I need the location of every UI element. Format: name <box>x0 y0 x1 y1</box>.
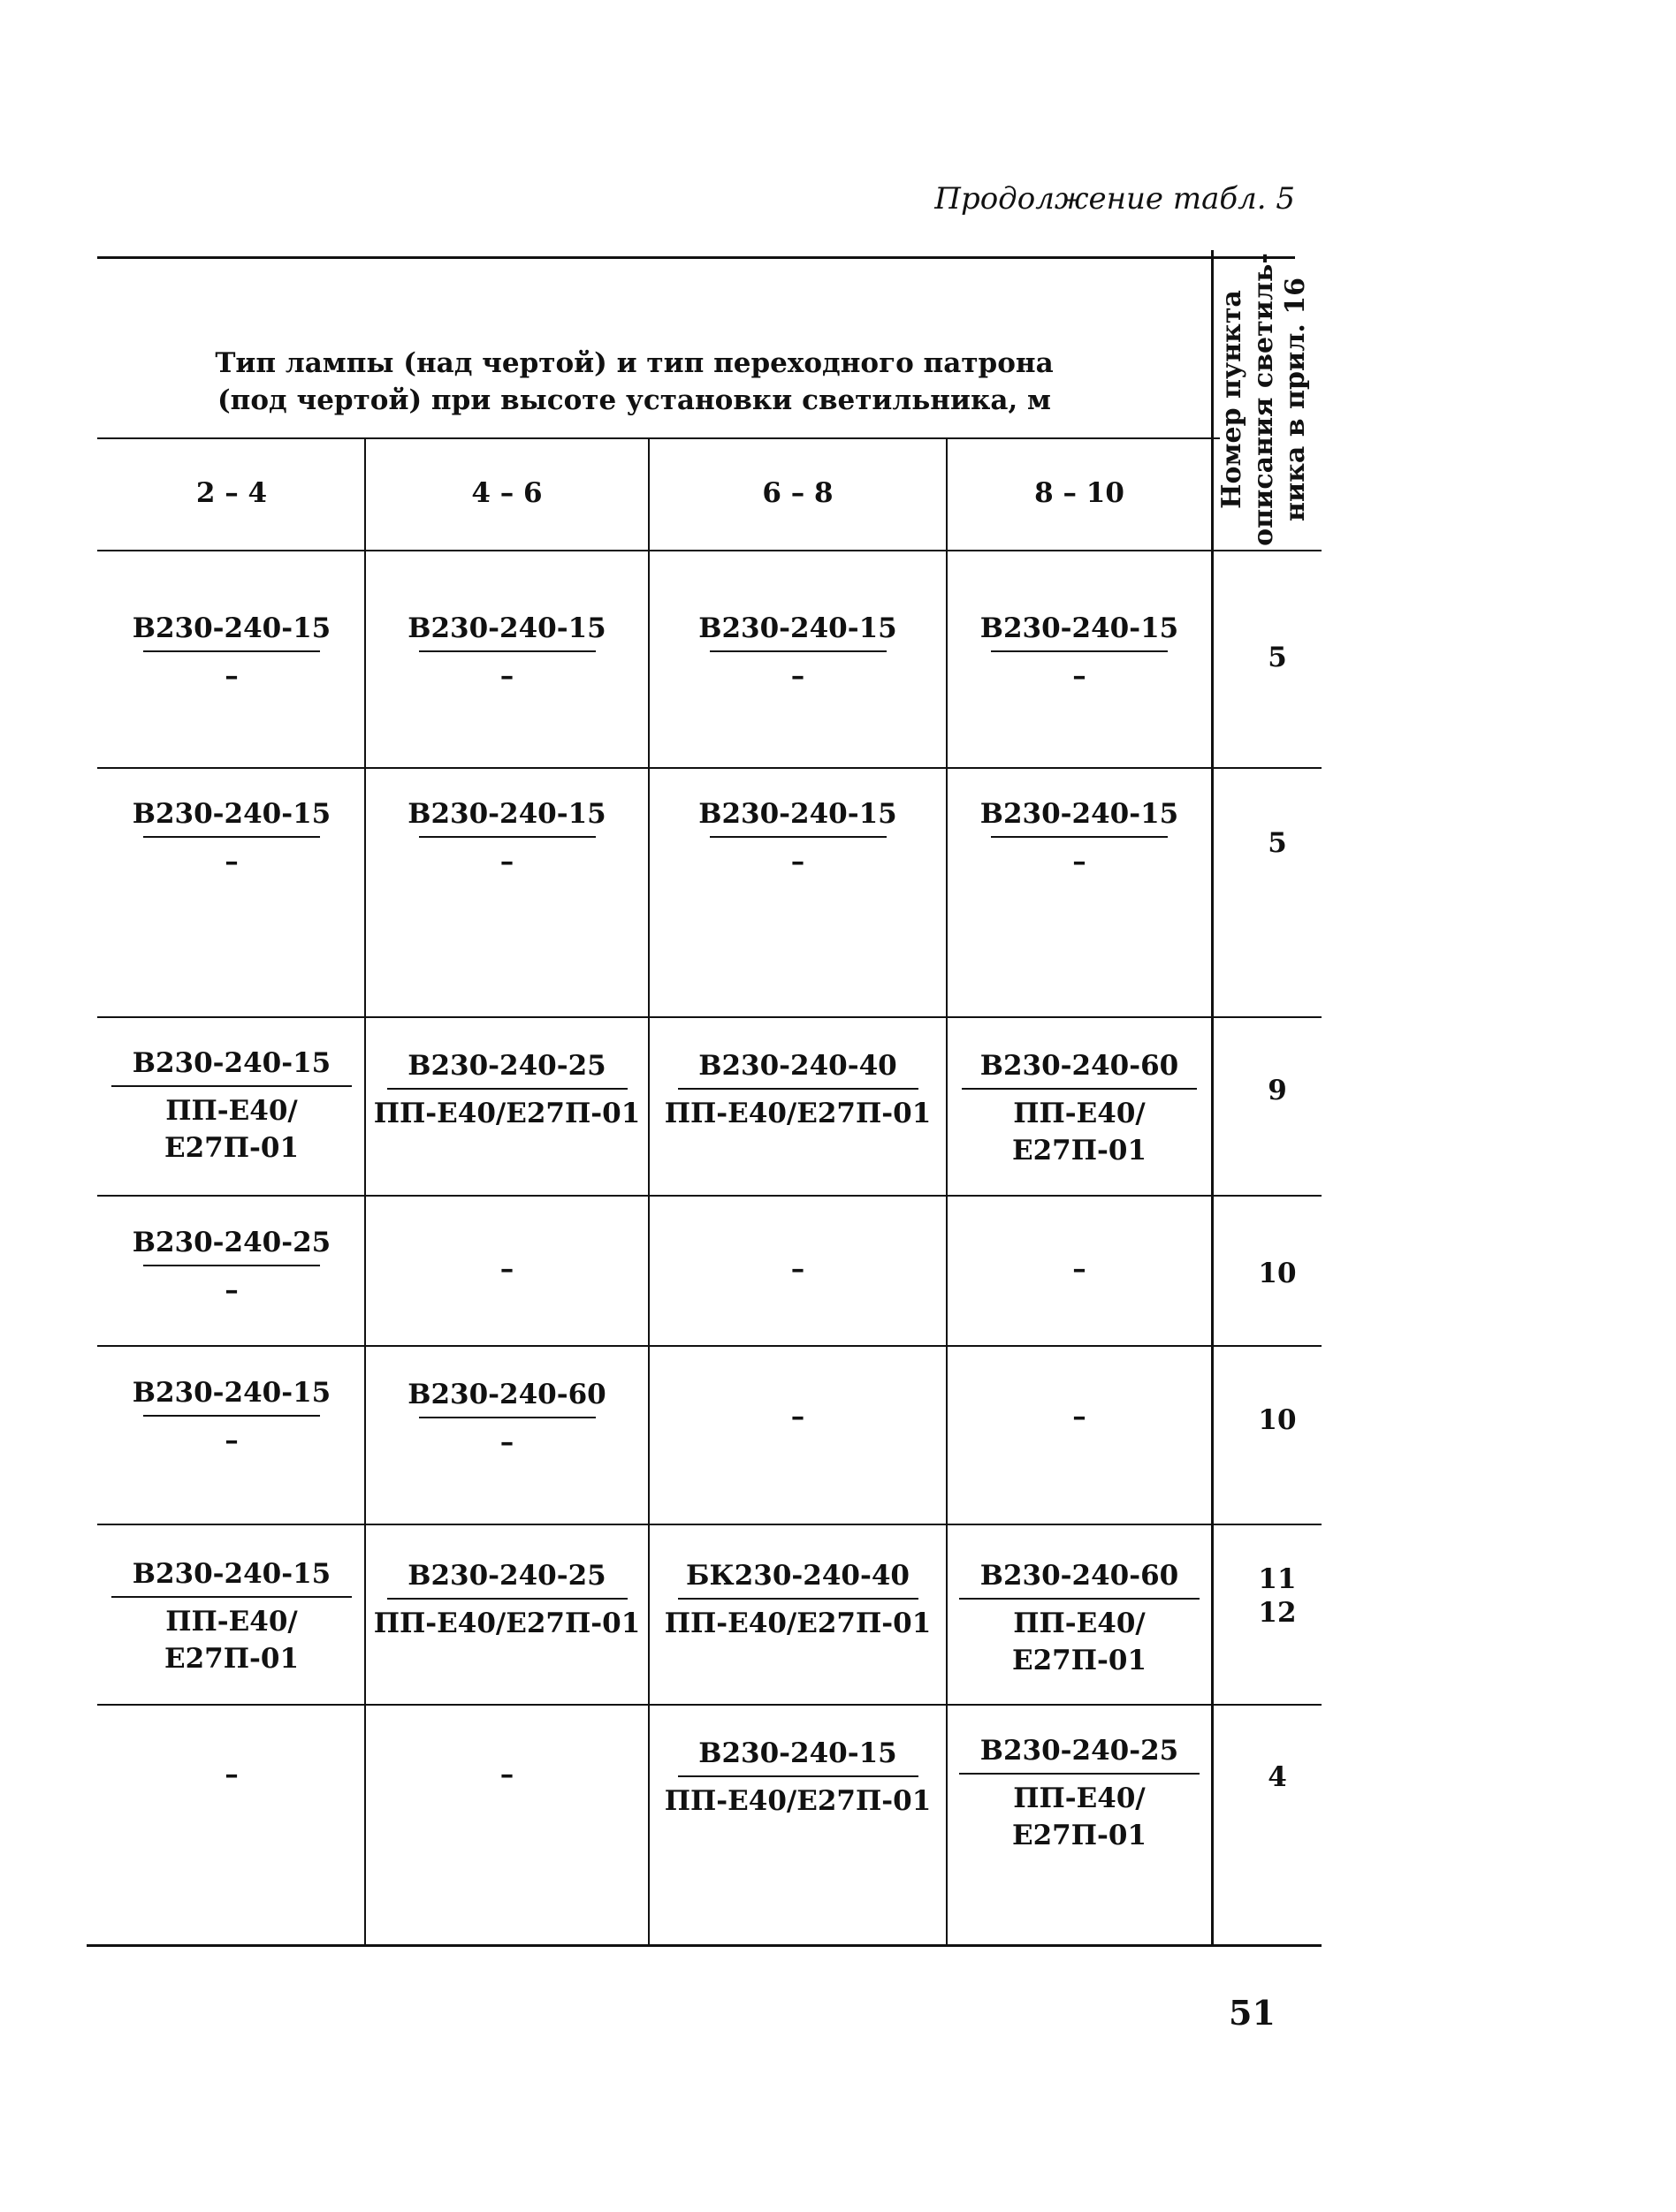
fraction-bar <box>678 1775 918 1777</box>
table-cell-lamp <box>650 1735 946 1820</box>
fraction-bar <box>419 1417 596 1418</box>
fraction-bar <box>387 1088 628 1090</box>
table-cell-lamp <box>948 610 1211 695</box>
table-header-title <box>97 345 1171 419</box>
lamp-type: В230-240-15 <box>132 612 331 644</box>
fraction-bar <box>387 1598 628 1600</box>
lamp-type: В230-240-15 <box>698 798 897 830</box>
ref-number: 9 <box>1268 1075 1287 1106</box>
ref-header-line-3: ника в прил. 16 <box>1280 277 1311 522</box>
fraction-bar <box>143 1265 320 1266</box>
socket-type: ПП-Е40/Е27П-01 <box>164 1606 300 1675</box>
lamp-type: В230-240-15 <box>979 798 1179 830</box>
empty-cell-dash: – <box>499 1253 514 1285</box>
header-bottom-rule <box>97 550 1322 551</box>
ref-number: 10 <box>1258 1404 1297 1436</box>
ref-number-line-2: 12 <box>1258 1597 1297 1629</box>
fraction-bar <box>111 1596 352 1598</box>
lamp-type: В230-240-15 <box>132 1047 331 1079</box>
table-cell-lamp <box>99 1045 364 1167</box>
lamp-type: В230-240-25 <box>132 1227 331 1258</box>
fraction-bar <box>962 1088 1197 1090</box>
table-cell-lamp <box>366 1376 648 1461</box>
lamp-type: В230-240-60 <box>979 1050 1179 1082</box>
empty-cell-dash: – <box>790 1253 805 1285</box>
lamp-type: В230-240-60 <box>408 1379 606 1410</box>
socket-type: ПП-Е40/Е27П-01 <box>373 1098 641 1129</box>
socket-type: – <box>499 660 514 692</box>
table-cell-lamp <box>650 795 946 880</box>
ref-number: 10 <box>1258 1258 1297 1289</box>
table-cell-lamp <box>948 1557 1211 1679</box>
empty-cell-dash: – <box>225 1759 239 1790</box>
fraction-bar <box>710 650 887 652</box>
header-divider <box>97 437 1220 439</box>
fraction-bar <box>143 650 320 652</box>
ref-number: 5 <box>1268 827 1287 859</box>
socket-type: ПП-Е40/Е27П-01 <box>664 1785 932 1817</box>
fraction-bar <box>111 1085 352 1087</box>
table-cell-lamp <box>99 1374 364 1459</box>
lamp-type: В230-240-15 <box>698 1737 897 1769</box>
row-rule-1 <box>97 767 1322 769</box>
empty-cell-dash: – <box>790 1401 805 1433</box>
row-rule-6 <box>97 1704 1322 1706</box>
empty-cell-dash: – <box>1072 1253 1086 1285</box>
socket-type: ПП-Е40/Е27П-01 <box>664 1608 932 1639</box>
table-cell-lamp <box>99 1224 364 1309</box>
table-cell-lamp <box>650 610 946 695</box>
socket-type: – <box>225 846 239 878</box>
table-cell-lamp <box>366 1047 648 1132</box>
socket-type: – <box>225 660 239 692</box>
lamp-type: В230-240-25 <box>979 1735 1179 1767</box>
fraction-bar <box>143 1415 320 1417</box>
lamp-type: БК230-240-40 <box>686 1560 910 1592</box>
ref-number <box>1233 1562 1322 1630</box>
lamp-type: В230-240-15 <box>698 612 897 644</box>
row-rule-2 <box>97 1016 1322 1018</box>
fraction-bar <box>419 836 596 838</box>
table-bottom-rule <box>87 1944 1322 1947</box>
table-cell-lamp <box>366 1557 648 1642</box>
table-cell-lamp <box>948 1047 1211 1169</box>
continuation-label: Продолжение табл. 5 <box>934 181 1295 217</box>
socket-type: – <box>499 1426 514 1458</box>
fraction-bar <box>991 836 1168 838</box>
ref-number-line-1: 11 <box>1258 1563 1297 1595</box>
fraction-bar <box>678 1088 918 1090</box>
socket-type: – <box>790 846 805 878</box>
socket-type: – <box>499 846 514 878</box>
fraction-bar <box>959 1773 1200 1775</box>
fraction-bar <box>678 1598 918 1600</box>
column-header-2-4: 2 – 4 <box>195 477 268 509</box>
socket-type: – <box>1072 660 1086 692</box>
socket-type: – <box>225 1274 239 1306</box>
ref-header-line-2: описания светиль- <box>1248 253 1279 546</box>
header-title-line-2: (под чертой) при высоте установки светильника, м <box>217 384 1051 416</box>
fraction-bar <box>959 1598 1200 1600</box>
lamp-type: В230-240-15 <box>408 798 606 830</box>
fraction-bar <box>991 650 1168 652</box>
lamp-type: В230-240-25 <box>408 1050 606 1082</box>
lamp-type: В230-240-15 <box>132 1558 331 1590</box>
row-rule-3 <box>97 1195 1322 1197</box>
header-title-line-1: Тип лампы (над чертой) и тип переходного патрона <box>215 347 1054 379</box>
table-top-rule <box>97 256 1295 259</box>
table-cell-lamp <box>99 610 364 695</box>
socket-type: – <box>1072 846 1086 878</box>
lamp-type: В230-240-25 <box>408 1560 606 1592</box>
ref-number: 5 <box>1268 642 1287 673</box>
empty-cell-dash: – <box>1072 1401 1086 1433</box>
page-number: 51 <box>1229 1993 1276 2033</box>
table-cell-lamp <box>948 795 1211 880</box>
ref-column-header <box>1202 252 1326 548</box>
socket-type: ПП-Е40/Е27П-01 <box>1011 1098 1147 1167</box>
table-cell-lamp <box>99 795 364 880</box>
socket-type: – <box>790 660 805 692</box>
lamp-type: В230-240-15 <box>408 612 606 644</box>
socket-type: ПП-Е40/Е27П-01 <box>664 1098 932 1129</box>
table-cell-lamp <box>366 610 648 695</box>
socket-type: – <box>225 1425 239 1456</box>
ref-number: 4 <box>1268 1761 1287 1793</box>
fraction-bar <box>143 836 320 838</box>
table-cell-lamp <box>99 1555 364 1677</box>
table-cell-lamp <box>650 1557 946 1642</box>
fraction-bar <box>419 650 596 652</box>
lamp-type: В230-240-40 <box>698 1050 897 1082</box>
empty-cell-dash: – <box>499 1759 514 1790</box>
row-rule-4 <box>97 1345 1322 1347</box>
column-header-6-8: 6 – 8 <box>762 477 834 509</box>
column-header-4-6: 4 – 6 <box>471 477 543 509</box>
ref-header-line-1: Номер пункта <box>1216 290 1247 509</box>
table-cell-lamp <box>366 795 648 880</box>
socket-type: ПП-Е40/Е27П-01 <box>373 1608 641 1639</box>
lamp-type: В230-240-15 <box>979 612 1179 644</box>
socket-type: ПП-Е40/Е27П-01 <box>164 1095 300 1164</box>
lamp-type: В230-240-60 <box>979 1560 1179 1592</box>
socket-type: ПП-Е40/Е27П-01 <box>1011 1783 1147 1851</box>
table-cell-lamp <box>948 1732 1211 1854</box>
row-rule-5 <box>97 1524 1322 1525</box>
lamp-type: В230-240-15 <box>132 1377 331 1409</box>
fraction-bar <box>710 836 887 838</box>
table-cell-lamp <box>650 1047 946 1132</box>
lamp-type: В230-240-15 <box>132 798 331 830</box>
socket-type: ПП-Е40/Е27П-01 <box>1011 1608 1147 1676</box>
column-header-8-10: 8 – 10 <box>1034 477 1124 509</box>
